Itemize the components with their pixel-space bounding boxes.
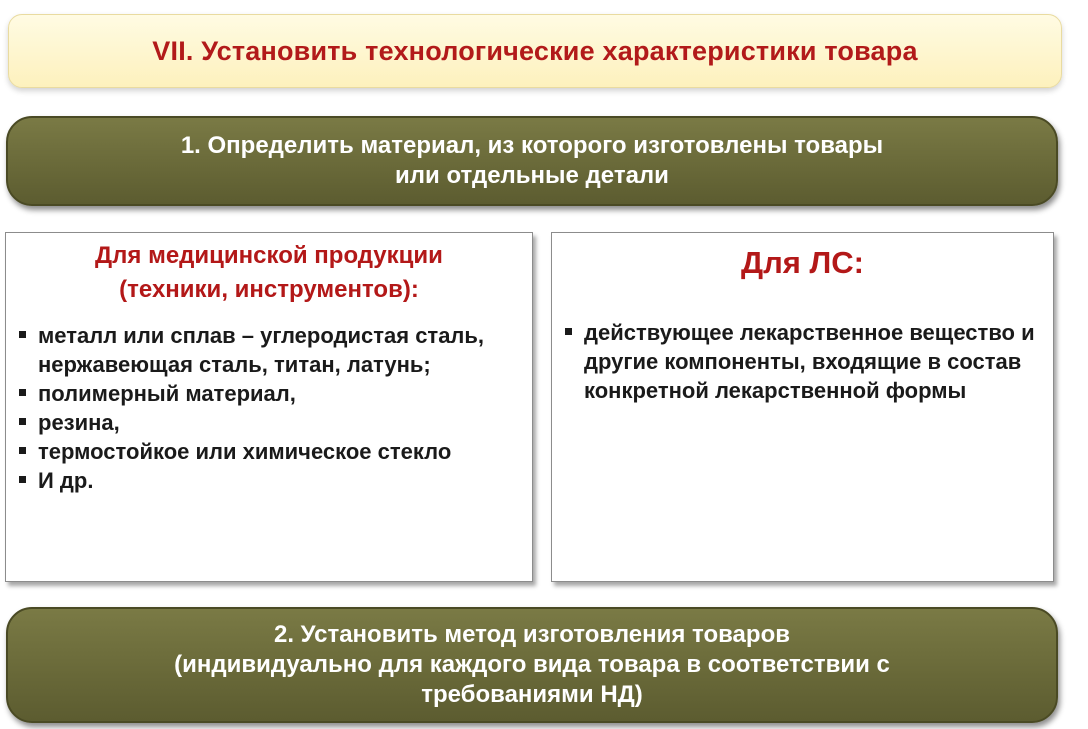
bullet-square-icon: [19, 389, 26, 396]
list-item: [564, 318, 1045, 405]
list-item-text: действующее лекарственное вещество и другие компоненты, входящие в состав конкретной лекарственной формы: [584, 320, 1035, 403]
list-item: [18, 437, 524, 466]
step-2-line-1: 2. Установить метод изготовления товаров: [274, 621, 790, 648]
list-item-text: термостойкое или химическое стекло: [38, 439, 452, 464]
medical-products-panel: [5, 232, 533, 582]
drugs-heading: [552, 243, 1053, 283]
list-item: [18, 408, 524, 437]
medical-products-heading: [6, 239, 532, 307]
step-1-box: [6, 116, 1058, 206]
list-item-text: металл или сплав – углеродистая сталь, нержавеющая сталь, титан, латунь;: [38, 323, 485, 377]
step-1-line-2: или отдельные детали: [395, 162, 669, 189]
list-item-text: И др.: [38, 468, 94, 493]
step-2-box: [6, 607, 1058, 723]
step-2-line-2: (индивидуально для каждого вида товара в соответствии с: [174, 651, 890, 678]
title-banner: [8, 14, 1062, 88]
bullet-square-icon: [19, 447, 26, 454]
list-item-text: полимерный материал,: [38, 381, 296, 406]
drugs-panel: [551, 232, 1054, 582]
bullet-square-icon: [19, 418, 26, 425]
page-title: VII. Установить технологические характеристики товара: [152, 35, 918, 66]
list-item: [18, 466, 524, 495]
step-2-line-3: требованиями НД): [421, 681, 643, 708]
bullet-square-icon: [19, 476, 26, 483]
list-item-text: резина,: [38, 410, 120, 435]
list-item: [18, 379, 524, 408]
step-1-line-1: 1. Определить материал, из которого изготовлены товары: [180, 132, 884, 159]
bullet-square-icon: [19, 331, 26, 338]
list-item: [18, 321, 524, 379]
bullet-square-icon: [565, 328, 572, 335]
drugs-heading-text: Для ЛС:: [741, 245, 864, 280]
medical-heading-line-1: Для медицинской продукции: [95, 242, 443, 269]
medical-heading-line-2: (техники, инструментов):: [119, 276, 419, 303]
material-list: [6, 321, 532, 495]
drug-components-list: [552, 318, 1053, 405]
